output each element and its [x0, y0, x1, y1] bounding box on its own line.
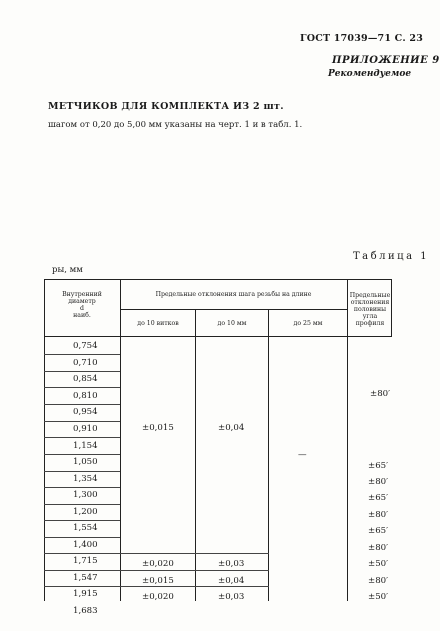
row-line [44, 404, 120, 405]
tolerance-25mm-dash: — [298, 450, 307, 460]
row-line [44, 371, 120, 372]
row-line [44, 504, 120, 505]
diameter-cell: 1,547 [73, 573, 98, 583]
diameter-cell: 0,854 [73, 374, 98, 384]
angle-cell: ±50′ [368, 592, 389, 602]
diameter-cell: 1,554 [73, 523, 98, 533]
diameter-cell: 0,910 [73, 424, 98, 434]
table-right-border [391, 279, 392, 336]
diameter-cell: 0,810 [73, 391, 98, 401]
diameter-cell: 1,200 [73, 507, 98, 517]
header-bottom-border [44, 336, 392, 337]
tolerance-10mm-merged: ±0,04 [218, 423, 245, 433]
tolerance-10mm-cell: ±0,03 [218, 592, 245, 602]
subheader-divider [120, 309, 347, 310]
section-title: МЕТЧИКОВ ДЛЯ КОМПЛЕКТА ИЗ 2 шт. [48, 101, 284, 112]
recommended-label: Рекомендуемое [328, 69, 412, 79]
diameter-cell: 1,354 [73, 474, 98, 484]
row-line [44, 354, 120, 355]
angle-cell: ±65′ [368, 526, 389, 536]
angle-cell: ±80′ [368, 543, 389, 553]
diameter-cell: 1,400 [73, 540, 98, 550]
diameter-cell: 0,754 [73, 341, 98, 351]
tolerance-turns-merged: ±0,015 [142, 423, 174, 433]
row-line [44, 487, 120, 488]
dimension-note: ры, мм [52, 265, 83, 275]
row-line [44, 421, 120, 422]
standard-number: ГОСТ 17039—71 С. 23 [300, 33, 424, 44]
row-line [44, 387, 120, 388]
diameter-cell: 0,710 [73, 358, 98, 368]
tolerance-turns-cell: ±0,015 [142, 576, 174, 586]
header-pitch-group: Предельные отклонения шага резьбы на длине [155, 291, 312, 298]
tolerance-turns-cell: ±0,020 [142, 559, 174, 569]
appendix-label: ПРИЛОЖЕНИЕ 9 [332, 55, 440, 66]
row-line [44, 471, 120, 472]
col-divider-4 [347, 279, 348, 601]
diameter-cell: 1,050 [73, 457, 98, 467]
row-line [44, 437, 120, 438]
row-line [44, 520, 120, 521]
diameter-cell: 1,154 [73, 441, 98, 451]
diameter-cell: 1,683 [73, 606, 98, 616]
tolerance-10mm-cell: ±0,04 [218, 576, 245, 586]
diameter-cell: 1,915 [73, 589, 98, 599]
tolerance-10mm-cell: ±0,03 [218, 559, 245, 569]
angle-cell: ±65′ [368, 493, 389, 503]
angle-cell: ±80′ [368, 576, 389, 586]
row-line [44, 537, 120, 538]
row-line [44, 570, 269, 571]
angle-cell: ±80′ [368, 510, 389, 520]
header-pitch-10-turns: до 10 витков [137, 320, 179, 327]
tolerance-turns-cell: ±0,020 [142, 592, 174, 602]
diameter-cell: 1,300 [73, 490, 98, 500]
row-line [44, 586, 269, 587]
header-pitch-10mm: до 10 мм [217, 320, 247, 327]
angle-cell: ±80′ [368, 477, 389, 487]
header-inner-diameter: Внутренний диаметр d наиб. [62, 291, 102, 319]
table-caption: Таблица 1 [353, 251, 430, 262]
section-subtitle: шагом от 0,20 до 5,00 мм указаны на черт. 1 и в табл. 1. [48, 120, 303, 130]
angle-cell: ±50′ [368, 559, 389, 569]
angle-cell: ±65′ [368, 461, 389, 471]
header-half-angle: Предельные отклонения половины угла профиля [349, 292, 391, 327]
col-divider-2 [195, 309, 196, 601]
table-top-border [44, 279, 392, 280]
header-pitch-25mm: до 25 мм [293, 320, 323, 327]
col-divider-3 [268, 309, 269, 601]
row-line [44, 454, 120, 455]
diameter-cell: 0,954 [73, 407, 98, 417]
diameter-cell: 1,715 [73, 556, 98, 566]
angle-merged-top: ±80′ [370, 389, 391, 399]
row-line [44, 553, 269, 554]
